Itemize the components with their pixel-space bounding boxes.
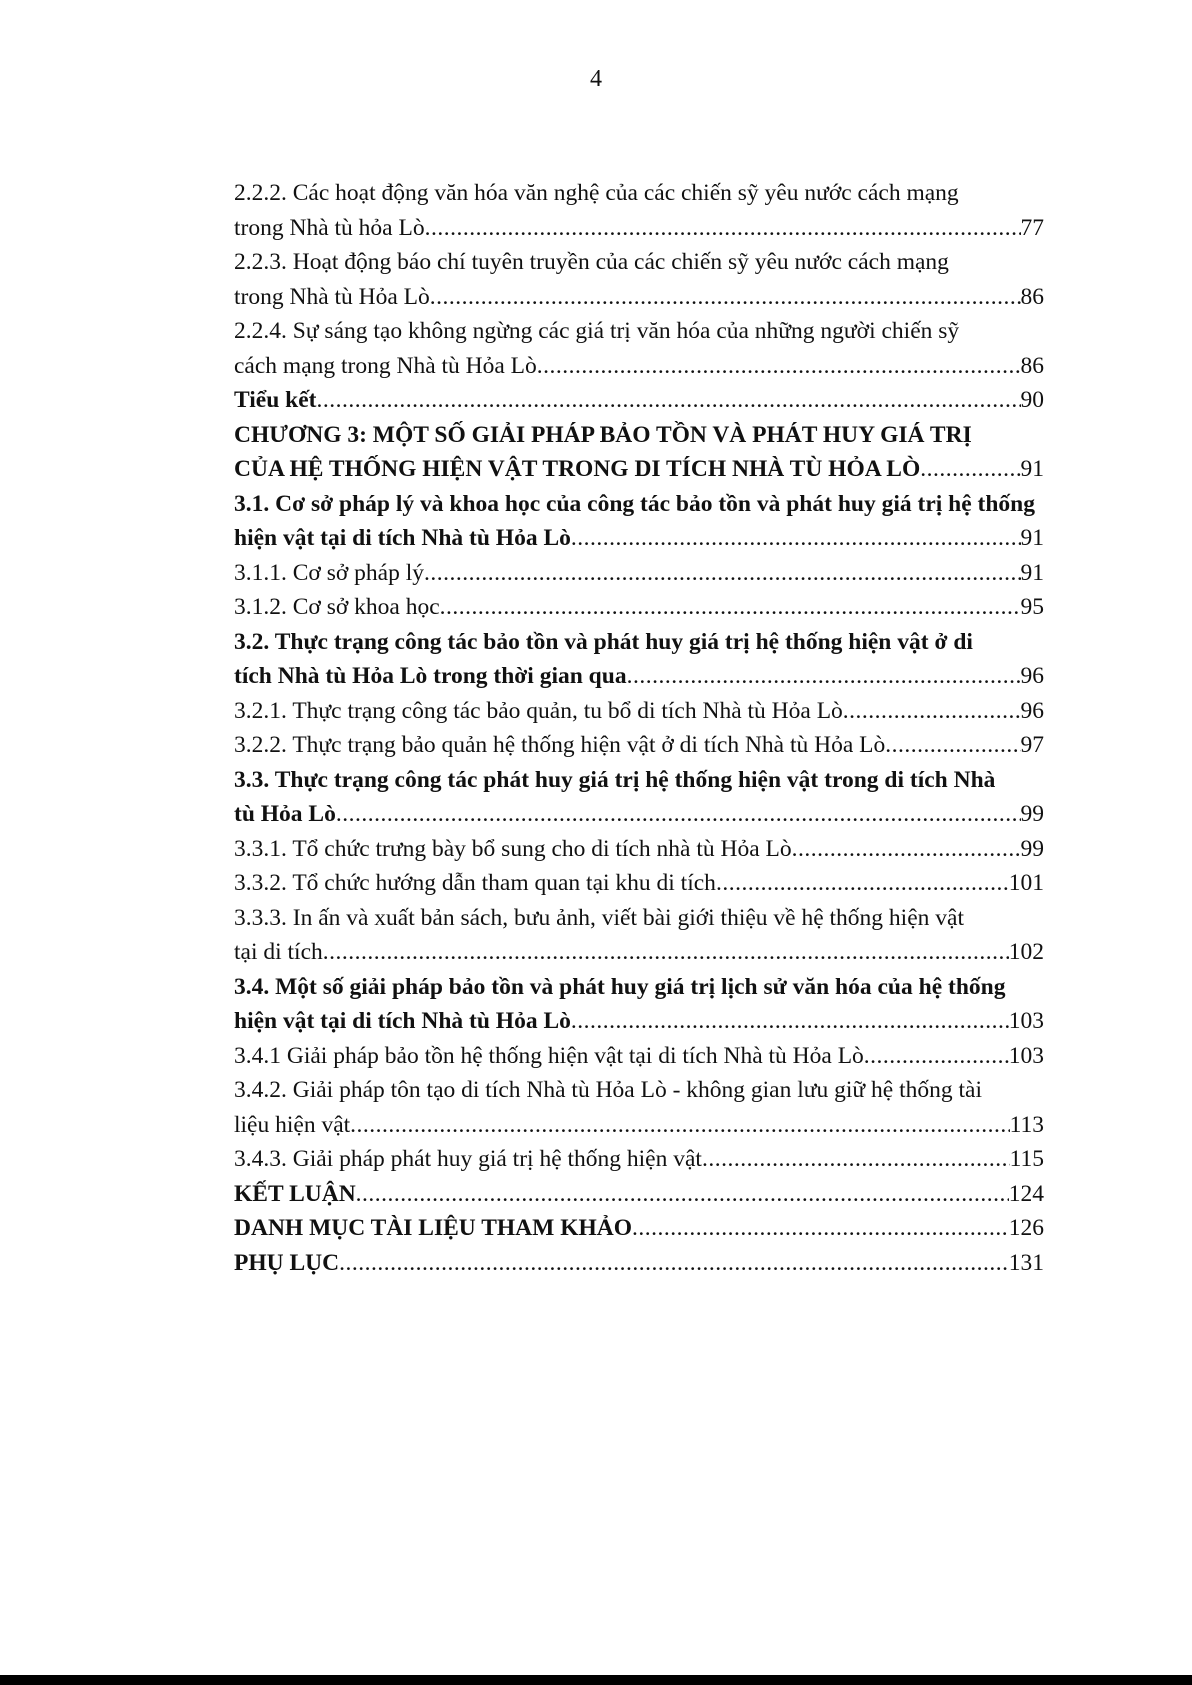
toc-entry-page-number: 91 (1020, 456, 1044, 482)
toc-entry-leader-line (234, 866, 1044, 901)
toc-entry-page-number: 96 (1020, 697, 1044, 724)
toc-entry (234, 763, 1044, 832)
toc-entry-leader-line (234, 1108, 1044, 1143)
toc-entry-leader-line (234, 280, 1044, 315)
toc-entry-page-number: 91 (1020, 525, 1044, 551)
dot-leader (336, 797, 1021, 832)
toc-entry-page-number: 99 (1020, 835, 1044, 862)
toc-entry-title: hiện vật tại di tích Nhà tù Hỏa Lò (234, 525, 571, 551)
dot-leader (885, 728, 1020, 763)
toc-entry-title-line: 3.3. Thực trạng công tác phát huy giá trị hệ thống hiện vật trong di tích Nhà (234, 766, 996, 793)
toc-entry-leader-line (234, 1142, 1044, 1177)
dot-leader (632, 1211, 1009, 1246)
toc-entry (234, 1073, 1044, 1142)
toc-entry-page-number: 131 (1008, 1249, 1044, 1276)
toc-entry-title: trong Nhà tù Hỏa Lò (234, 283, 430, 310)
toc-entry-leader-line (234, 1177, 1044, 1212)
toc-entry-title: 3.1.1. Cơ sở pháp lý (234, 559, 425, 586)
toc-entry (234, 728, 1044, 763)
dot-leader (792, 832, 1021, 867)
toc-entry-leader-line (234, 1211, 1044, 1246)
toc-entry (234, 1142, 1044, 1177)
dot-leader (356, 1177, 1009, 1212)
dot-leader (571, 521, 1021, 556)
toc-entry-leader-line (234, 935, 1044, 970)
toc-entry-leader-line (234, 521, 1044, 556)
toc-entry-title-line: 2.2.2. Các hoạt động văn hóa văn nghệ của các chiến sỹ yêu nước cách mạng (234, 180, 959, 206)
toc-entry (234, 694, 1044, 729)
dot-leader (537, 349, 1021, 384)
toc-entry-title-line: 3.2. Thực trạng công tác bảo tồn và phát huy giá trị hệ thống hiện vật ở di (234, 628, 973, 655)
toc-entry-leader-line (234, 1004, 1044, 1039)
dot-leader (425, 211, 1021, 246)
toc-entry-leader-line (234, 694, 1044, 729)
toc-entry-title-line: 3.3.3. In ấn và xuất bản sách, bưu ảnh, viết bài giới thiệu về hệ thống hiện vật (234, 904, 964, 931)
toc-entry-leader-line (234, 797, 1044, 832)
dot-leader (716, 866, 1009, 901)
toc-entry-title: Tiểu kết (234, 387, 317, 413)
toc-entry (234, 556, 1044, 591)
dot-leader (843, 694, 1021, 729)
toc-entry-title-line: CHƯƠNG 3: MỘT SỐ GIẢI PHÁP BẢO TỒN VÀ PHÁT HUY GIÁ TRỊ (234, 421, 972, 448)
toc-entry (234, 866, 1044, 901)
toc-entry-title: 3.4.3. Giải pháp phát huy giá trị hệ thống hiện vật (234, 1146, 702, 1172)
toc-entry-title-line: 2.2.3. Hoạt động báo chí tuyên truyền của các chiến sỹ yêu nước cách mạng (234, 249, 949, 275)
toc-entry (234, 245, 1044, 314)
toc-entry-title: 3.1.2. Cơ sở khoa học (234, 594, 440, 620)
toc-entry (234, 418, 1044, 487)
toc-entry-title: trong Nhà tù hỏa Lò (234, 214, 425, 241)
toc-entry-page-number: 124 (1008, 1180, 1044, 1207)
toc-entry-page-number: 126 (1008, 1215, 1044, 1241)
toc-entry-page-number: 103 (1008, 1008, 1044, 1034)
toc-entry-title: 3.4.1 Giải pháp bảo tồn hệ thống hiện vật tại di tích Nhà tù Hỏa Lò (234, 1042, 864, 1069)
toc-entry-title: KẾT LUẬN (234, 1180, 356, 1207)
table-of-contents (234, 176, 1044, 1280)
toc-entry-title: PHỤ LỤC (234, 1249, 340, 1276)
toc-entry (234, 383, 1044, 418)
toc-entry-leader-line (234, 728, 1044, 763)
toc-entry-leader-line (234, 1039, 1044, 1074)
dot-leader (350, 1108, 1009, 1143)
toc-entry-title: tích Nhà tù Hỏa Lò trong thời gian qua (234, 663, 627, 689)
toc-entry-page-number: 91 (1020, 559, 1044, 586)
toc-entry-page-number: 113 (1009, 1111, 1044, 1138)
dot-leader (571, 1004, 1009, 1039)
toc-entry-page-number: 115 (1009, 1146, 1044, 1172)
toc-entry-leader-line (234, 832, 1044, 867)
toc-entry-page-number: 101 (1008, 870, 1044, 896)
toc-entry-leader-line (234, 1246, 1044, 1281)
toc-entry-page-number: 99 (1020, 801, 1044, 827)
toc-entry-page-number: 102 (1008, 939, 1044, 965)
toc-entry-title: 3.2.1. Thực trạng công tác bảo quản, tu bổ di tích Nhà tù Hỏa Lò (234, 697, 843, 724)
toc-entry-page-number: 95 (1020, 594, 1044, 620)
toc-entry-title: CỦA HỆ THỐNG HIỆN VẬT TRONG DI TÍCH NHÀ TÙ HỎA LÒ (234, 456, 921, 482)
toc-entry-leader-line (234, 590, 1044, 625)
toc-entry-title: 3.3.2. Tổ chức hướng dẫn tham quan tại khu di tích (234, 870, 716, 896)
toc-entry (234, 832, 1044, 867)
toc-entry-title: liệu hiện vật (234, 1111, 351, 1138)
toc-entry-leader-line (234, 556, 1044, 591)
toc-entry-title: 3.3.1. Tổ chức trưng bày bổ sung cho di tích nhà tù Hỏa Lò (234, 835, 792, 862)
toc-entry (234, 176, 1044, 245)
toc-entry-title-line: 3.4.2. Giải pháp tôn tạo di tích Nhà tù Hỏa Lò - không gian lưu giữ hệ thống tài (234, 1077, 982, 1103)
dot-leader (440, 590, 1021, 625)
toc-entry-title-line: 3.1. Cơ sở pháp lý và khoa học của công tác bảo tồn và phát huy giá trị hệ thống (234, 490, 1035, 517)
toc-entry-leader-line (234, 383, 1044, 418)
toc-entry (234, 1177, 1044, 1212)
toc-entry (234, 901, 1044, 970)
toc-entry-title: DANH MỤC TÀI LIỆU THAM KHẢO (234, 1215, 633, 1241)
toc-entry (234, 314, 1044, 383)
toc-entry-title: tại di tích (234, 939, 323, 965)
toc-entry-title-line: 2.2.4. Sự sáng tạo không ngừng các giá trị văn hóa của những người chiến sỹ (234, 318, 960, 344)
toc-entry-page-number: 103 (1008, 1042, 1044, 1069)
toc-entry-page-number: 86 (1020, 352, 1044, 379)
dot-leader (864, 1039, 1009, 1074)
toc-entry-page-number: 96 (1020, 663, 1044, 689)
toc-entry (234, 1211, 1044, 1246)
toc-entry-title: 3.2.2. Thực trạng bảo quản hệ thống hiện vật ở di tích Nhà tù Hỏa Lò (234, 732, 886, 758)
dot-leader (920, 452, 1020, 487)
toc-entry-page-number: 77 (1020, 214, 1044, 241)
toc-entry-title: hiện vật tại di tích Nhà tù Hỏa Lò (234, 1008, 571, 1034)
toc-entry-title: cách mạng trong Nhà tù Hỏa Lò (234, 352, 537, 379)
toc-entry-title-line: 3.4. Một số giải pháp bảo tồn và phát huy giá trị lịch sử văn hóa của hệ thống (234, 973, 1006, 1000)
toc-entry (234, 590, 1044, 625)
toc-entry (234, 1039, 1044, 1074)
toc-entry-page-number: 90 (1020, 387, 1044, 413)
dot-leader (424, 556, 1020, 591)
toc-entry-page-number: 97 (1020, 732, 1044, 758)
bottom-edge-bar (0, 1675, 1192, 1685)
toc-entry (234, 1246, 1044, 1281)
toc-entry (234, 625, 1044, 694)
toc-entry-page-number: 86 (1020, 283, 1044, 310)
page-number: 4 (590, 66, 602, 92)
dot-leader (627, 659, 1021, 694)
dot-leader (430, 280, 1021, 315)
toc-entry-leader-line (234, 659, 1044, 694)
toc-entry-leader-line (234, 349, 1044, 384)
dot-leader (323, 935, 1009, 970)
toc-entry (234, 487, 1044, 556)
toc-entry (234, 970, 1044, 1039)
toc-entry-leader-line (234, 211, 1044, 246)
dot-leader (316, 383, 1020, 418)
toc-entry-leader-line (234, 452, 1044, 487)
toc-entry-title: tù Hỏa Lò (234, 801, 336, 827)
dot-leader (702, 1142, 1010, 1177)
dot-leader (339, 1246, 1009, 1281)
